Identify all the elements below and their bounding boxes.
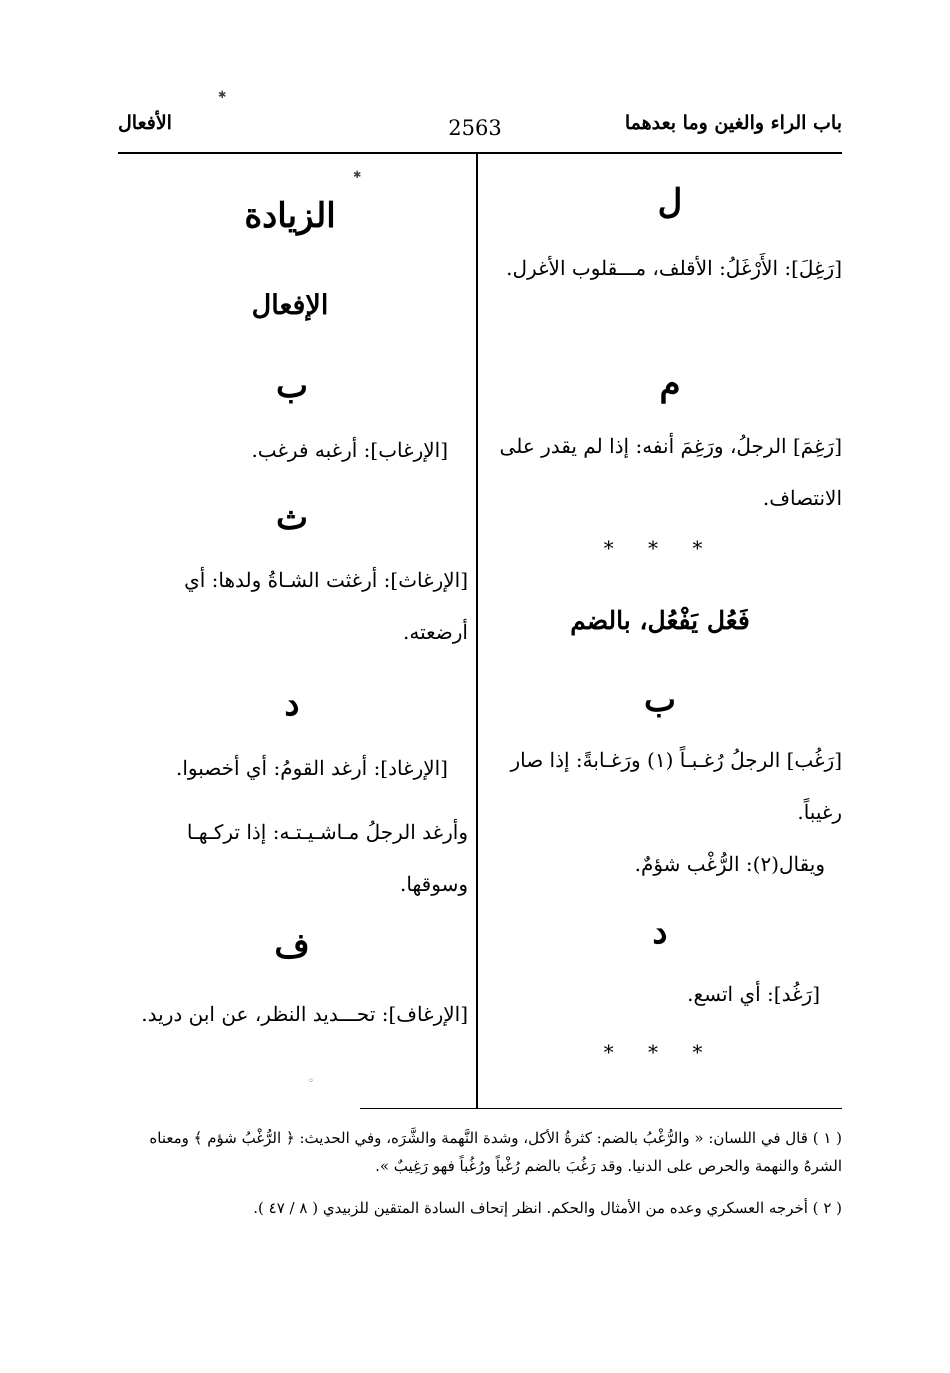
entry-irghad-livestock: وأرغد الرجلُ مـاشـيـتـه: إذا تركـهـا وسوقها. [186,820,468,896]
letter-heading-lam: ل [657,182,683,222]
letter-heading-dal: د [652,912,668,952]
entry-irghab: [الإرغاب]: أرغبه فرغب. [251,438,448,462]
section-separator: * * * [603,1040,717,1064]
section-separator: * * * [603,536,717,560]
entry-raghub-saying: ويقال(٢): الرُّغْب شؤمٌ. [634,852,825,876]
header-rule [118,152,842,154]
page-number: 2563 [448,116,502,140]
letter-heading-tha: ث [275,498,308,538]
print-speck: ◦ [308,1076,314,1087]
running-head-chapter: باب الراء والغين وما بعدهما [624,112,842,134]
entry-irghaf: [الإرغاف]: تحـــديد النظر، عن ابن دريد. [141,1002,468,1026]
entry-irghad: [الإرغاد]: أرغد القومُ: أي أخصبوا. [175,756,448,780]
entry-raghim: [رَغِمَ] الرجلُ، ورَغِمَ أنفه: إذا لم يقدر على الانتصاف. [499,434,842,510]
letter-heading-dal: د [284,684,300,724]
footnote-2: ( ٢ ) أخرجه العسكري وعده من الأمثال والحكم. انظر إتحاف السادة المتقين للزبيدي ( ٨ / ٤٧ ). [253,1199,842,1217]
entry-raghil: [رَغِلَ]: الأَرْغَلُ: الأقلف، مـــقلوب الأغرل. [506,256,842,280]
entry-raghub: [رَغُب] الرجلُ رُغـبـاً (١) ورَغـابةً: إذا صار رغيباً. [510,748,842,824]
heading-ziyada: الزيادة [244,196,336,236]
subheading-ifal: الإفعال [251,290,329,321]
footnote-rule [360,1108,842,1109]
letter-heading-fa: ف [274,926,310,966]
print-speck: ✱ [353,170,362,181]
running-head-section: الأفعال [118,112,172,134]
letter-heading-mim: م [659,364,681,404]
section-heading-faula: فَعُل يَفْعُل، بالضم [570,606,750,635]
footnote-1: ( ١ ) قال في اللسان: « والرُّغْبُ بالضم: كثرةُ الأكل، وشدة النَّهمة والشَّرَه، وفي الحديث: ﴿ الرُّغْبُ شؤم ﴾ ومعناه الشرهُ والنهمة والحرص على الدنيا. وقد رَغُبَ بالضم رُغْباً ورُغُباً فهو رَغِيبٌ ». [149,1129,842,1175]
letter-heading-ba: ب [643,680,676,720]
column-divider [476,154,478,1108]
letter-heading-ba: ب [275,366,308,406]
entry-raghud: [رَغُد]: أي اتسع. [687,982,820,1006]
entry-irghath: [الإرغاث]: أرغثت الشـاةُ ولدها: أي أرضعته. [184,568,468,644]
print-speck: ✱ [218,90,227,101]
